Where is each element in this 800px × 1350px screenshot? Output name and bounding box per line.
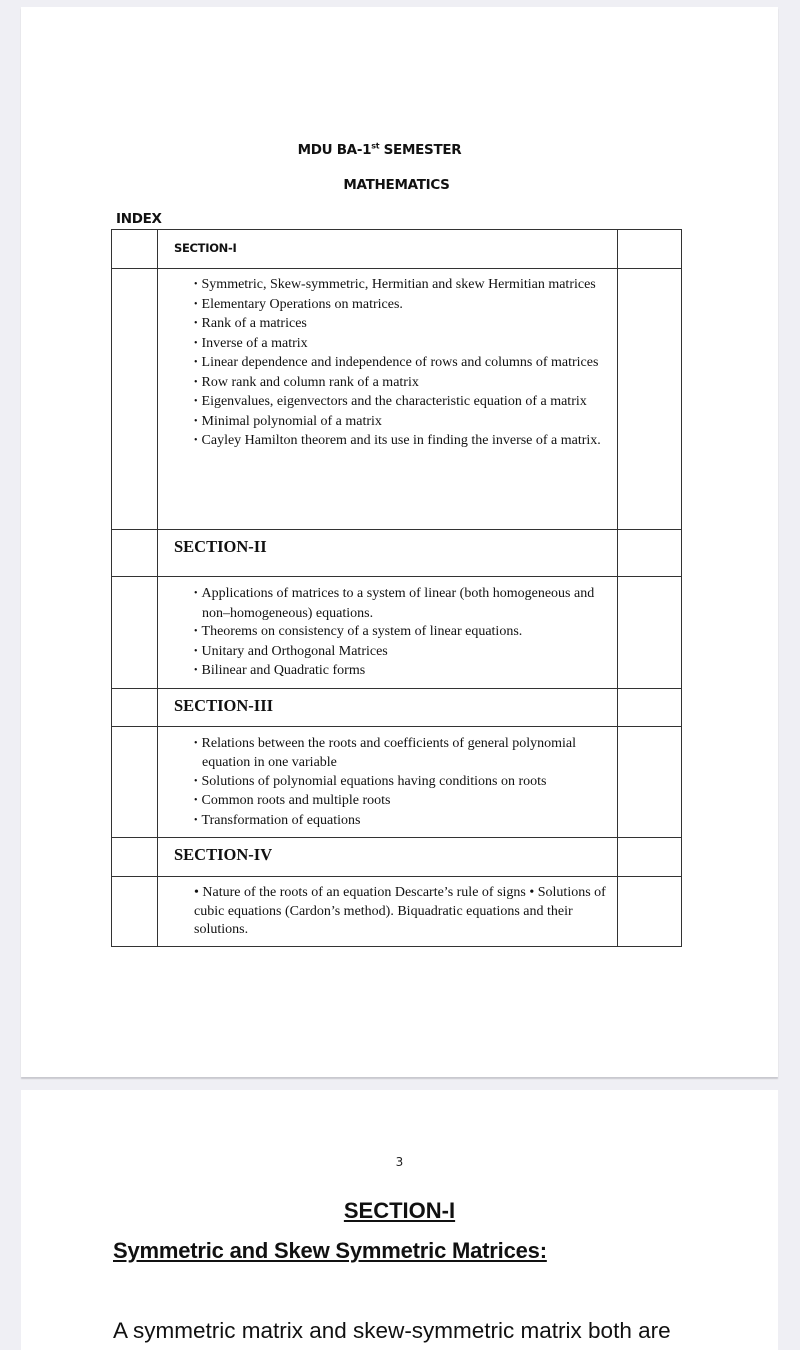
topics-cell bbox=[158, 877, 618, 947]
section-heading: SECTION-II bbox=[174, 537, 267, 556]
table-row bbox=[112, 577, 682, 689]
table-cell-empty bbox=[112, 688, 158, 726]
section-heading-cell bbox=[158, 230, 618, 269]
list-item: • Unitary and Orthogonal Matrices bbox=[180, 643, 609, 663]
list-item: • Theorems on consistency of a system of linear equations. bbox=[180, 623, 609, 643]
topic-list bbox=[158, 727, 617, 838]
list-item: • Linear dependence and independence of rows and columns of matrices bbox=[180, 354, 609, 374]
topics-cell bbox=[158, 726, 618, 838]
table-cell-empty bbox=[112, 230, 158, 269]
title-text-suffix: SEMESTER bbox=[379, 142, 462, 158]
table-cell-empty bbox=[618, 877, 682, 947]
list-item: • Cayley Hamilton theorem and its use in finding the inverse of a matrix. bbox=[180, 432, 609, 452]
table-cell-empty bbox=[618, 530, 682, 577]
index-table bbox=[111, 229, 682, 947]
table-cell-empty bbox=[618, 577, 682, 689]
page-number: 3 bbox=[395, 1155, 404, 1169]
table-row bbox=[112, 688, 682, 726]
list-item: • Bilinear and Quadratic forms bbox=[180, 662, 609, 682]
list-item: • Transformation of equations bbox=[180, 812, 609, 832]
table-cell-empty bbox=[618, 688, 682, 726]
list-item: • Elementary Operations on matrices. bbox=[180, 296, 609, 316]
title-text: MDU BA-1 bbox=[297, 142, 372, 158]
topic-list bbox=[158, 577, 617, 688]
section-paragraph: • Nature of the roots of an equation Descarte’s rule of signs • Solutions of cubic equations (Cardon’s method). Biquadratic equations and their solutions. bbox=[194, 885, 606, 937]
section-heading: SECTION-I bbox=[174, 241, 237, 255]
document-page-content bbox=[21, 1090, 778, 1350]
document-page-index bbox=[21, 7, 778, 1077]
table-row bbox=[112, 877, 682, 947]
list-item: • Relations between the roots and coefficients of general polynomial equation in one variable bbox=[180, 735, 609, 773]
list-item: • Symmetric, Skew-symmetric, Hermitian and skew Hermitian matrices bbox=[180, 276, 609, 296]
table-row bbox=[112, 230, 682, 269]
section-heading: SECTION-IV bbox=[174, 845, 273, 864]
table-cell-empty bbox=[112, 577, 158, 689]
table-cell-empty bbox=[112, 269, 158, 530]
table-cell-empty bbox=[618, 230, 682, 269]
document-subject: MATHEMATICS bbox=[343, 177, 450, 193]
table-cell-empty bbox=[112, 726, 158, 838]
section-heading-cell bbox=[158, 530, 618, 577]
table-cell-empty bbox=[618, 838, 682, 877]
table-row bbox=[112, 726, 682, 838]
list-item: • Common roots and multiple roots bbox=[180, 792, 609, 812]
table-row bbox=[112, 269, 682, 530]
table-cell-empty bbox=[618, 726, 682, 838]
table-cell-empty bbox=[618, 269, 682, 530]
table-cell-empty bbox=[112, 877, 158, 947]
topic-list bbox=[158, 269, 617, 458]
section-heading: SECTION-III bbox=[174, 695, 274, 715]
topics-cell bbox=[158, 577, 618, 689]
document-title bbox=[1, 142, 758, 158]
list-item: • Solutions of polynomial equations having conditions on roots bbox=[180, 773, 609, 793]
table-cell-empty bbox=[112, 530, 158, 577]
table-row bbox=[112, 530, 682, 577]
list-item: • Rank of a matrices bbox=[180, 315, 609, 335]
body-paragraph: A symmetric matrix and skew-symmetric matrix both are bbox=[113, 1318, 671, 1343]
table-cell-empty bbox=[112, 838, 158, 877]
section-heading-cell bbox=[158, 688, 618, 726]
list-item: • Row rank and column rank of a matrix bbox=[180, 374, 609, 394]
list-item: • Inverse of a matrix bbox=[180, 335, 609, 355]
list-item: • Applications of matrices to a system of linear (both homogeneous and non–homogeneous) equations. bbox=[180, 585, 609, 623]
list-item: • Minimal polynomial of a matrix bbox=[180, 413, 609, 433]
table-row bbox=[112, 838, 682, 877]
index-label: INDEX bbox=[116, 211, 162, 227]
section-heading: SECTION-I bbox=[343, 1198, 456, 1223]
section-heading-cell bbox=[158, 838, 618, 877]
title-superscript: st bbox=[371, 141, 380, 151]
topics-cell bbox=[158, 269, 618, 530]
list-item: • Eigenvalues, eigenvectors and the characteristic equation of a matrix bbox=[180, 393, 609, 413]
topic-heading: Symmetric and Skew Symmetric Matrices: bbox=[113, 1238, 547, 1263]
